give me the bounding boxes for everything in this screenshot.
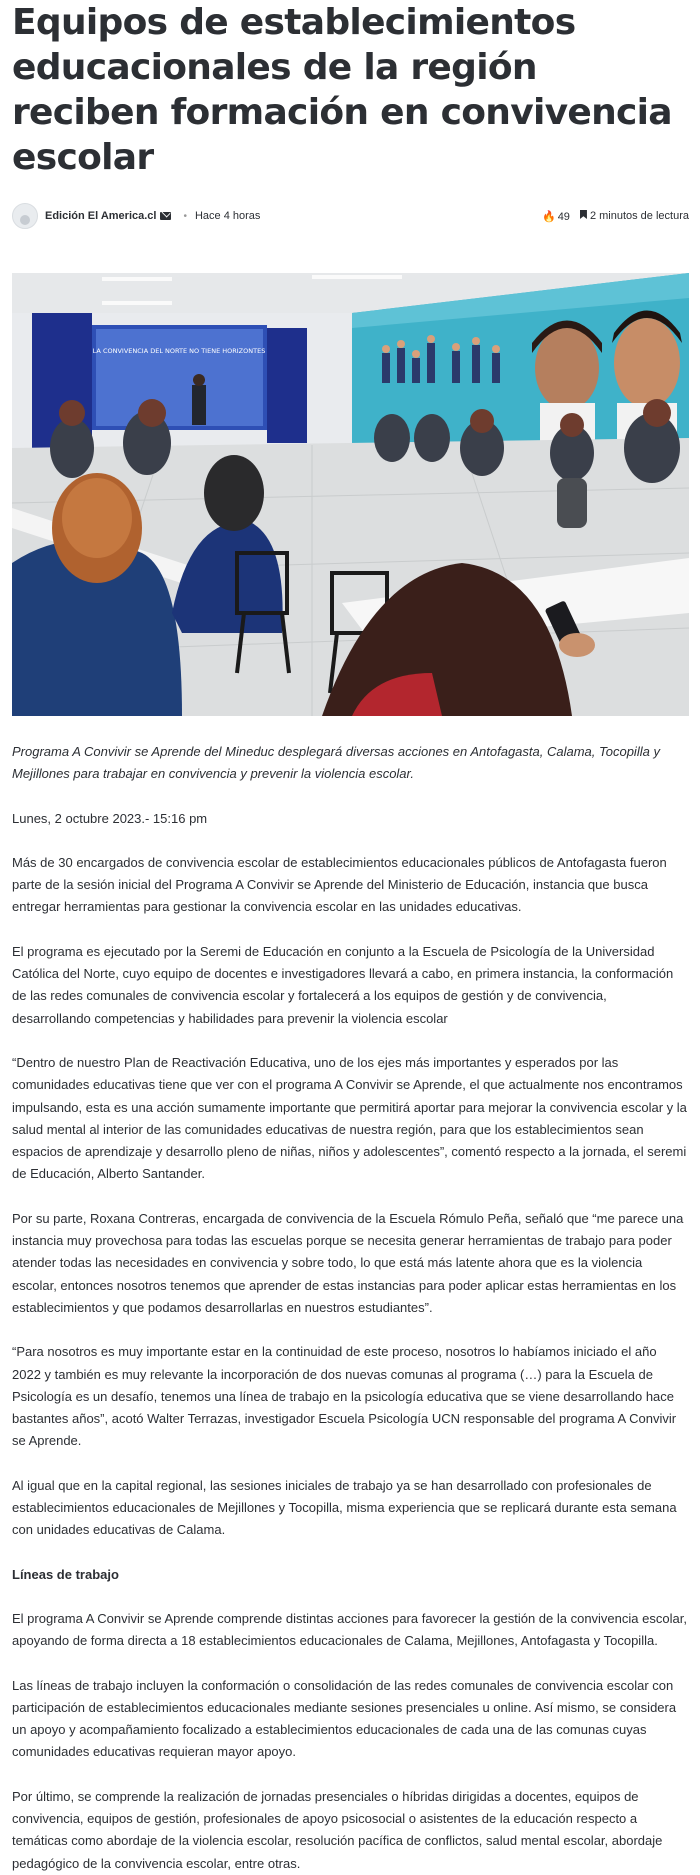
views-count: 49: [557, 210, 570, 223]
author-name[interactable]: Edición El America.cl: [45, 210, 157, 222]
paragraph-3: “Dentro de nuestro Plan de Reactivación Educativa, uno de los ejes más importantes y esperados por las comunidades educativas tiene que ver con el programa A Convivir se Aprende, el que actualmente nos encontramos impulsando, esta es una acción sumamente importante que permitirá aportar para mejorar la convivencia escolar y la salud mental al interior de las comunidades educativas de nuestra región, para que los establecimientos sean espacios de aprendizaje y desarrollo pleno de niñas, niños y adolescentes”, comentó respecto a la jornada, el seremi de Educación, Alberto Santander.: [12, 1054, 687, 1182]
paragraph-5: “Para nosotros es muy importante estar en la continuidad de este proceso, nosotros lo habíamos iniciado el año 2022 y también es muy relevante la incorporación de dos nuevas comunas al programa (…) para la Escuela de Psicología es un desafío, tenemos una línea de trabajo en la psicología educativa que se viene desarrollando hace bastantes años”, acotó Walter Terrazas, investigador Escuela Psicología UCN responsable del programa A Convivir se Aprende.: [12, 1344, 677, 1449]
paragraph-4: Por su parte, Roxana Contreras, encargada de convivencia de la Escuela Rómulo Peña, señaló que “me parece una instancia muy provechosa para todas las escuelas porque se necesita generar herramientas de trabajo para poder atender todas las necesidades en convivencia y sobre todo, lo que está más latente ahora que es la violencia escolar, entonces nosotros tenemos que aprender de estas instancias para poder aplicar estas herramientas en los establecimientos y que podamos desarrollarlas en nuestros estudiantes”.: [12, 1210, 684, 1315]
publish-time: Hace 4 horas: [194, 210, 261, 222]
photo-illustration: [12, 273, 689, 716]
photo-caption: Programa A Convivir se Aprende del Mineduc desplegará diversas acciones en Antofagasta, Calama, Tocopilla y Mejillones para trabajar en convivencia y prevenir la violencia escolar.: [12, 744, 660, 782]
paragraph-1: Más de 30 encargados de convivencia escolar de establecimientos educacionales públicos de Antofagasta fueron parte de la sesión inicial del Programa A Convivir se Aprende del Ministerio de Educación, instancia que busca entregar herramientas para gestionar la convivencia escolar en las unidades educativas.: [12, 854, 667, 915]
article-photo[interactable]: [12, 273, 689, 716]
section-heading: Líneas de trabajo: [12, 1566, 119, 1582]
paragraph-9: Por último, se comprende la realización de jornadas presenciales o híbridas dirigidas a docentes, equipos de convivencia, equipos de gestión, profesionales de apoyo psicosocial o asistentes de la educación respecto a temáticas como abordaje de la violencia escolar, resolución pacífica de conflictos, salud mental escolar, abordaje pedagógico de la convivencia escolar, entre otras.: [12, 1788, 663, 1871]
read-time: 2 minutos de lectura: [589, 210, 689, 222]
article-body: [12, 741, 689, 1875]
read-time-stat: [580, 210, 689, 222]
author-avatar[interactable]: [12, 203, 38, 229]
article-meta: [12, 199, 689, 233]
views-stat: [542, 210, 570, 223]
article-title: Equipos de establecimientos educacionales de la región reciben formación en convivencia escolar: [12, 2, 672, 178]
bookmark-icon: [580, 210, 587, 219]
separator-dot: •: [183, 210, 187, 222]
fire-icon: 🔥: [541, 210, 556, 223]
dateline: Lunes, 2 octubre 2023.- 15:16 pm: [12, 810, 208, 826]
article-stats: [542, 210, 689, 223]
paragraph-8: Las líneas de trabajo incluyen la conformación o consolidación de las redes comunales de convivencia escolar con participación de establecimientos educacionales mediante sesiones presenciales u online. Así mismo, se considera un apoyo y acompañamiento focalizado a establecimientos educacionales de cada una de las comunas cuyas comunidades educativas requieran mayor apoyo.: [12, 1677, 677, 1760]
paragraph-7: El programa A Convivir se Aprende comprende distintas acciones para favorecer la gestión de la convivencia escolar, apoyando de forma directa a 18 establecimientos educacionales de Calama, Mejillones, Antofagasta y Tocopilla.: [12, 1610, 687, 1649]
mail-icon[interactable]: [160, 212, 171, 220]
paragraph-6: Al igual que en la capital regional, las sesiones iniciales de trabajo ya se han desarrollado con profesionales de establecimientos educacionales de Mejillones y Tocopilla, misma experiencia que se replicará durante esta semana con unidades educativas de Calama.: [12, 1477, 677, 1538]
paragraph-2: El programa es ejecutado por la Seremi de Educación en conjunto a la Escuela de Psicología de la Universidad Católica del Norte, cuyo equipo de docentes e investigadores llevará a cabo, en primera instancia, la conformación de las redes comunales de convivencia escolar y fortalecerá a los equipos de gestión y de convivencia, desarrollando competencias y habilidades para prevenir la violencia escolar: [12, 943, 674, 1026]
screen-text: LA CONVIVENCIA DEL NORTE NO TIENE HORIZONTES: [92, 347, 266, 355]
